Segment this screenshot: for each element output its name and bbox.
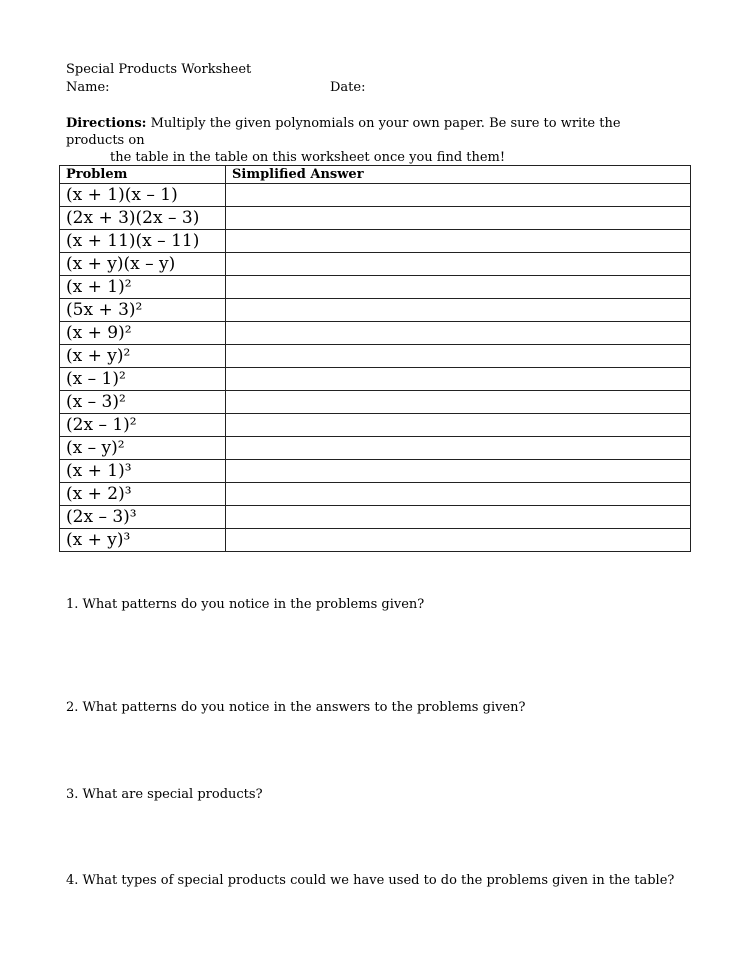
question-3: 3. What are special products?: [66, 787, 263, 802]
problem-column-header: Problem: [60, 166, 226, 184]
table-row: [60, 460, 691, 483]
problem-cell: (x – 1)²: [60, 368, 226, 391]
answer-cell: [226, 299, 691, 322]
answer-cell: [226, 322, 691, 345]
table-row: [60, 368, 691, 391]
directions-lead: Directions:: [66, 116, 147, 131]
table-row: [60, 184, 691, 207]
question-1: 1. What patterns do you notice in the problems given?: [66, 597, 425, 612]
answer-cell: [226, 345, 691, 368]
answer-cell: [226, 506, 691, 529]
answer-cell: [226, 529, 691, 552]
problem-cell: (x + 9)²: [60, 322, 226, 345]
table-row: [60, 322, 691, 345]
problem-cell: (x + y)³: [60, 529, 226, 552]
table-row: [60, 391, 691, 414]
name-label: Name:: [66, 80, 110, 95]
question-4: 4. What types of special products could we have used to do the problems given in the table?: [66, 873, 675, 888]
answer-cell: [226, 391, 691, 414]
problem-cell: (x + 1)³: [60, 460, 226, 483]
problem-cell: (x + 1)²: [60, 276, 226, 299]
table-row: [60, 483, 691, 506]
answer-cell: [226, 437, 691, 460]
question-2: 2. What patterns do you notice in the answers to the problems given?: [66, 700, 526, 715]
table-row: [60, 207, 691, 230]
problem-cell: (2x – 3)³: [60, 506, 226, 529]
answer-cell: [226, 414, 691, 437]
answer-cell: [226, 483, 691, 506]
worksheet-title: Special Products Worksheet: [66, 62, 252, 77]
answer-column-header: Simplified Answer: [226, 166, 691, 184]
answer-cell: [226, 253, 691, 276]
date-label: Date:: [330, 80, 366, 95]
problem-cell: (2x + 3)(2x – 3): [60, 207, 226, 230]
problem-cell: (x + 1)(x – 1): [60, 184, 226, 207]
answer-cell: [226, 230, 691, 253]
problem-cell: (x – 3)²: [60, 391, 226, 414]
problem-cell: (x + 2)³: [60, 483, 226, 506]
problem-cell: (x – y)²: [60, 437, 226, 460]
problem-cell: (x + y)²: [60, 345, 226, 368]
table-row: [60, 276, 691, 299]
table-row: [60, 299, 691, 322]
table-row: [60, 437, 691, 460]
answer-cell: [226, 460, 691, 483]
directions: [66, 115, 678, 166]
problem-cell: (5x + 3)²: [60, 299, 226, 322]
table-row: [60, 506, 691, 529]
table-row: [60, 345, 691, 368]
table-row: [60, 253, 691, 276]
problem-cell: (x + 11)(x – 11): [60, 230, 226, 253]
table-header-row: [60, 166, 691, 184]
answer-cell: [226, 368, 691, 391]
answer-cell: [226, 184, 691, 207]
problem-cell: (2x – 1)²: [60, 414, 226, 437]
table-row: [60, 529, 691, 552]
answer-cell: [226, 276, 691, 299]
directions-continuation: the table in the table on this worksheet once you find them!: [110, 150, 506, 165]
problems-table: [59, 165, 691, 552]
directions-text: Multiply the given polynomials on your own paper. Be sure to write the products on: [66, 116, 621, 148]
table-row: [60, 230, 691, 253]
answer-cell: [226, 207, 691, 230]
table-row: [60, 414, 691, 437]
problem-cell: (x + y)(x – y): [60, 253, 226, 276]
